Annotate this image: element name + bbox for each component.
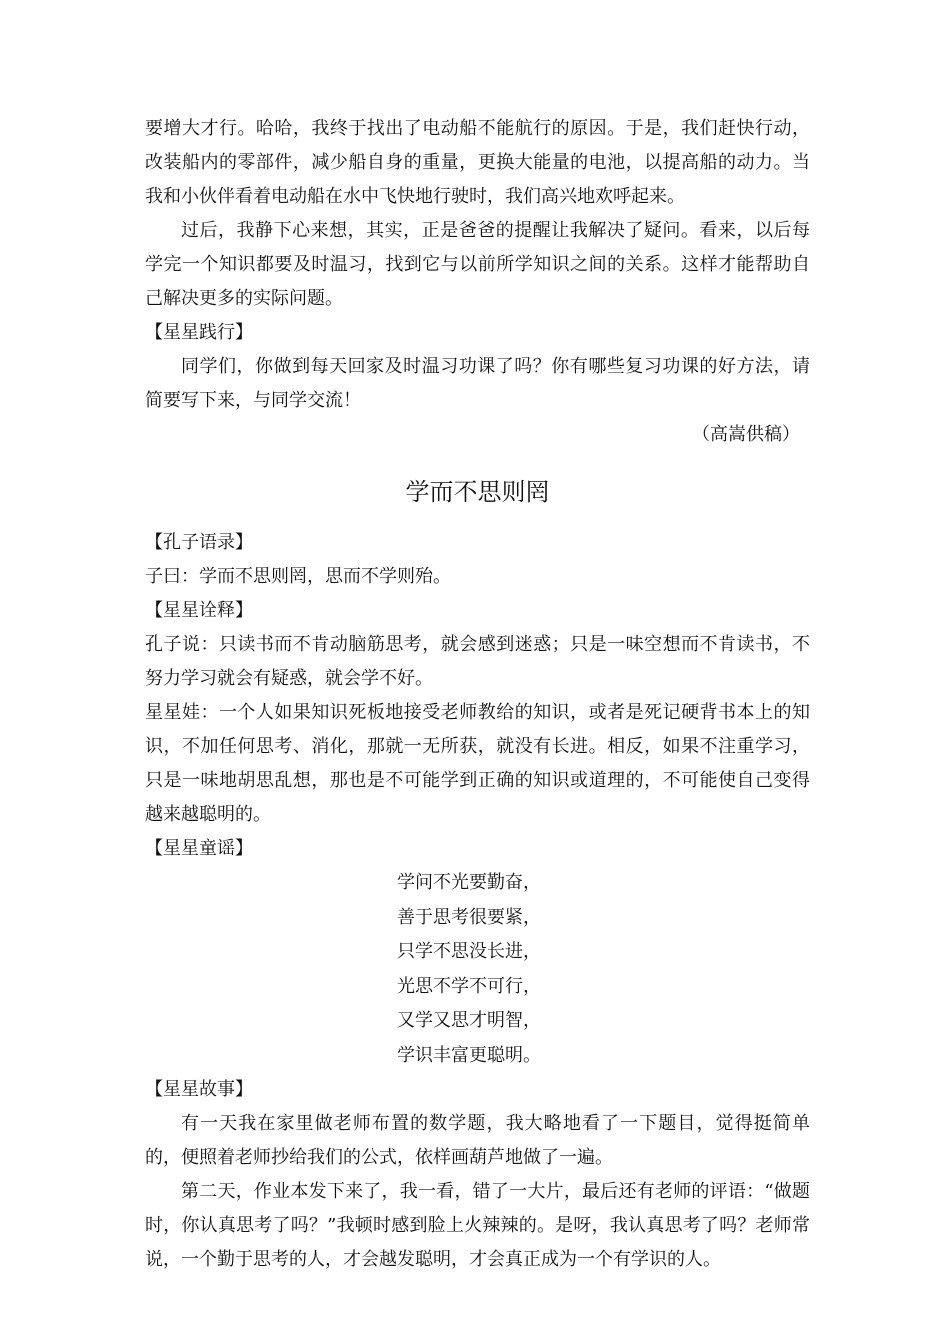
story-header: 【星星故事】 [145,1079,253,1100]
story-paragraph: 第二天，作业本发下来了，我一看，错了一大片，最后还有老师的评语：“做题时，你认真思考了吗？”我顿时感到脸上火辣辣的。是呀，我认真思考了吗？老师常说，一个勤于思考的人，才会越发聪明，才会真正成为一个有学识的人。 [145,1181,810,1270]
rhyme-line: 学问不光要勤奋， [397,872,541,893]
rhyme-line: 学识丰富更聪明。 [397,1044,541,1066]
rhyme-line: 只学不思没长进， [397,941,541,962]
credit-line: （高嵩供稿） [692,424,800,445]
practice-header: 【星星践行】 [145,322,253,343]
rhyme-poem [397,866,810,1073]
document-page [145,112,810,1277]
story-paragraph: 有一天我在家里做老师布置的数学题，我大略地看了一下题目，觉得挺简单的，便照着老师抄给我们的公式，依样画葫芦地做了一遍。 [145,1113,810,1168]
explain-star: 星星娃：一个人如果知识死板地接受老师教给的知识，或者是死记硬背书本上的知识，不加任何思考、消化，那就一无所获，就没有长进。相反，如果不注重学习，只是一味地胡思乱想，那也是不可能学到正确的知识或道理的，不可能使自己变得越来越聪明的。 [145,702,810,825]
rhyme-header: 【星星童谣】 [145,838,253,859]
explain-confucius: 孔子说：只读书而不肯动脑筋思考，就会感到迷惑；只是一味空想而不肯读书，不努力学习就会有疑惑，就会学不好。 [145,634,810,689]
article-title: 学而不思则罔 [405,478,550,506]
rhyme-line: 光思不学不可行， [397,975,541,997]
rhyme-line: 善于思考很要紧， [397,906,541,928]
paragraph-continued: 要增大才行。哈哈，我终于找出了电动船不能航行的原因。于是，我们赶快行动，改装船内的零部件，减少船自身的重量，更换大能量的电池，以提高船的动力。当我和小伙伴看着电动船在水中飞快地行驶时，我们高兴地欢呼起来。 [145,118,810,207]
explain-header: 【星星诠释】 [145,600,253,621]
quote-header: 【孔子语录】 [145,532,253,553]
practice-text: 同学们，你做到每天回家及时温习功课了吗？你有哪些复习功课的好方法，请简要写下来，与同学交流！ [145,356,810,411]
paragraph-reflection: 过后，我静下心来想，其实，正是爸爸的提醒让我解决了疑问。看来，以后每学完一个知识都要及时温习，找到它与以前所学知识之间的关系。这样才能帮助自己解决更多的实际问题。 [145,220,810,309]
quote-text: 子曰：学而不思则罔，思而不学则殆。 [145,566,451,587]
rhyme-line: 又学又思才明智， [397,1010,541,1031]
